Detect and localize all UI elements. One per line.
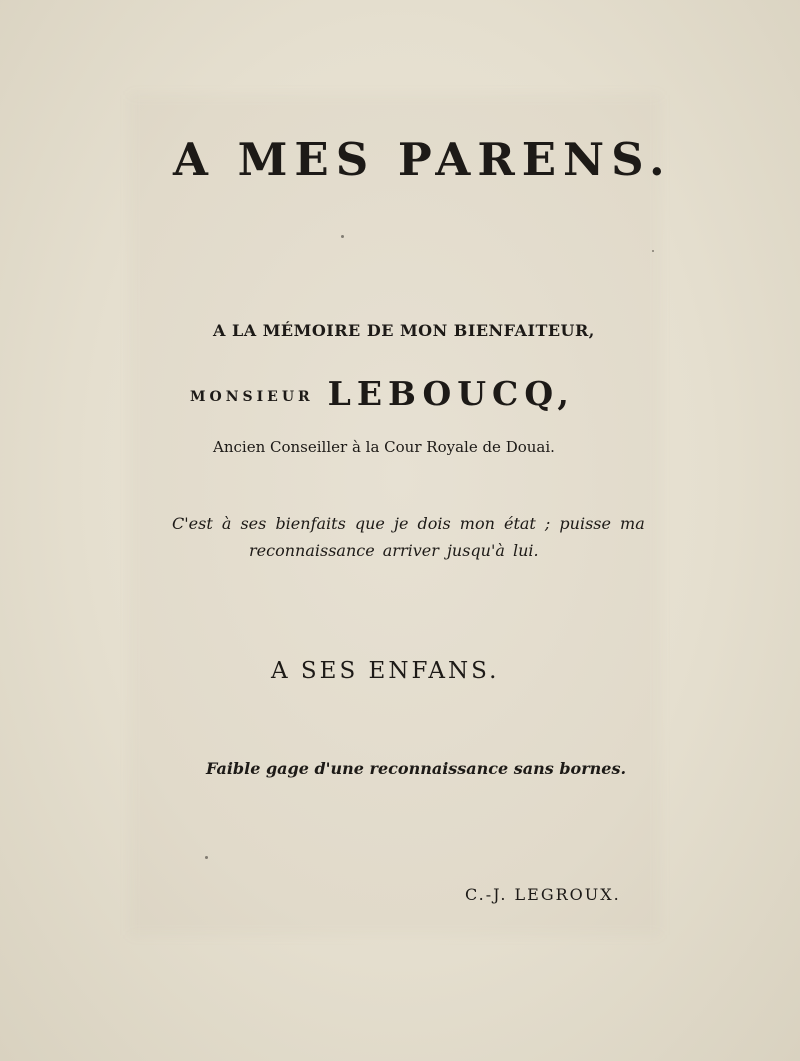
ink-speck	[341, 235, 344, 238]
memoire-line: A LA MÉMOIRE DE MON BIENFAITEUR,	[213, 321, 595, 340]
ink-speck	[652, 250, 654, 252]
monsieur-label: MONSIEUR	[190, 389, 314, 405]
enfans-heading: A SES ENFANS.	[271, 658, 500, 684]
ink-speck	[205, 856, 208, 859]
author-signature: C.-J. LEGROUX.	[465, 885, 621, 904]
faible-line: Faible gage d'une reconnaissance sans bornes.	[206, 759, 627, 778]
quote-line-2: reconnaissance arriver jusqu'à lui.	[249, 541, 539, 560]
ancien-line: Ancien Conseiller à la Cour Royale de Douai.	[213, 438, 555, 456]
page-title: A MES PARENS.	[173, 133, 672, 186]
quote-line-1: C'est à ses bienfaits que je dois mon état ; puisse ma	[172, 514, 645, 533]
benefactor-name: LEBOUCQ,	[327, 374, 575, 413]
monsieur-line	[190, 374, 575, 413]
